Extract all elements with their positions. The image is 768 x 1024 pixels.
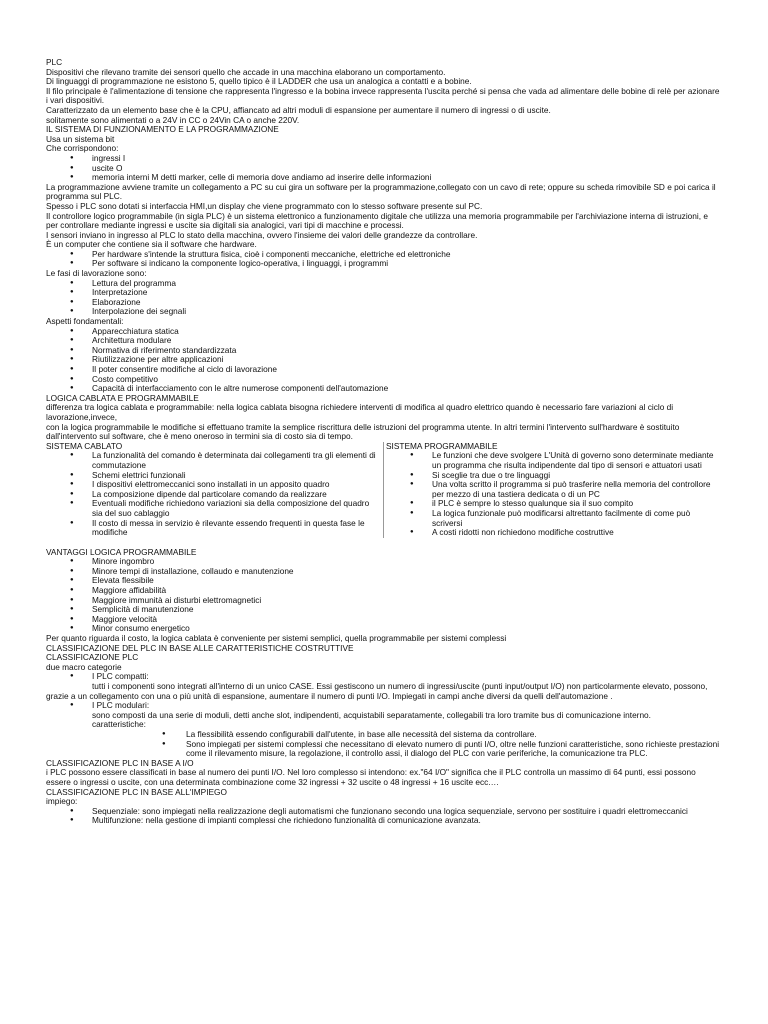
list-item: ● Una volta scritto il programma si può trasferire nella memoria del controllore per mezzo di una tastiera dedicata o di un PC bbox=[386, 480, 722, 499]
list-item: ● Sequenziale: sono impiegati nella realizzazione degli automatismi che funzionano secondo una logica sequenziale, servono per sostituire i quadri elettromeccanici bbox=[46, 807, 722, 817]
compact-plc-description bbox=[46, 682, 722, 701]
paragraph: impiego: bbox=[46, 796, 78, 807]
list-item: ● Il poter consentire modifiche al ciclo di lavorazione bbox=[46, 365, 722, 375]
list-item: ● Maggiore affidabilità bbox=[46, 586, 722, 596]
paragraph: È un computer che contiene sia il software che hardware. bbox=[46, 239, 257, 250]
hardware-software-list bbox=[46, 250, 722, 269]
section-heading: IL SISTEMA DI FUNZIONAMENTO E LA PROGRAMMAZIONE bbox=[46, 124, 279, 135]
aspects-heading: Aspetti fondamentali: bbox=[46, 316, 124, 327]
list-item: ● Riutilizzazione per altre applicazioni bbox=[46, 355, 722, 365]
list-item: ● Maggiore immunità ai disturbi elettromagnetici bbox=[46, 596, 722, 606]
modular-plc-text: sono composti da una serie di moduli, detti anche slot, indipendenti, acquistabili separatamente, collegabili tra loro tramite bus di comunicazione interno. bbox=[92, 709, 651, 720]
list-item: ● Per software si indicano la componente logico-operativa, i linguaggi, i programmi bbox=[46, 259, 722, 269]
list-item: ● La funzionalità del comando è determinata dai collegamenti tra gli elementi di commutazione bbox=[46, 451, 381, 470]
paragraph: solitamente sono alimentati o a 24V in CC o 24Vin CA o anche 220V. bbox=[46, 114, 300, 125]
phases-list bbox=[46, 279, 722, 317]
list-item: ● Costo competitivo bbox=[46, 375, 722, 385]
programmable-system-list bbox=[386, 451, 722, 537]
section-heading: CLASSIFICAZIONE PLC bbox=[46, 652, 139, 663]
usage-list bbox=[46, 807, 722, 826]
list-item: ● A costi ridotti non richiedono modifiche costruttive bbox=[386, 528, 722, 538]
paragraph: due macro categorie bbox=[46, 661, 122, 672]
list-item: ● Schemi elettrici funzionali bbox=[46, 471, 381, 481]
programmable-system-column bbox=[384, 442, 722, 538]
list-item: ● La composizione dipende dal particolare comando da realizzare bbox=[46, 490, 381, 500]
column-heading: SISTEMA PROGRAMMABILE bbox=[386, 440, 498, 451]
list-item: ● Interpretazione bbox=[46, 288, 722, 298]
programming-section bbox=[46, 183, 722, 250]
section-heading: CLASSIFICAZIONE PLC IN BASE ALL'IMPIEGO bbox=[46, 786, 227, 797]
column-heading: SISTEMA CABLATO bbox=[46, 440, 123, 451]
document-body bbox=[46, 58, 722, 826]
list-item: ● La logica funzionale può modificarsi altrettanto facilmente di come può scriversi bbox=[386, 509, 722, 528]
list-item: ● Le funzioni che deve svolgere L'Unità di governo sono determinate mediante un programma che risulta indipendente dal tipo di sensori e attuatori usati bbox=[386, 451, 722, 470]
logic-section bbox=[46, 394, 722, 442]
list-item: ● Lettura del programma bbox=[46, 279, 722, 289]
list-item: ● I dispositivi elettromeccanici sono installati in un apposito quadro bbox=[46, 480, 381, 490]
list-item: ● Minore ingombro bbox=[46, 557, 722, 567]
io-section bbox=[46, 759, 722, 807]
list-item: ● Architettura modulare bbox=[46, 336, 722, 346]
section-heading: LOGICA CABLATA E PROGRAMMABILE bbox=[46, 392, 199, 403]
list-item: ● Multifunzione: nella gestione di impianti complessi che richiedono funzionalità di comunicazione avanzata. bbox=[46, 816, 722, 826]
list-item: ● Interpolazione dei segnali bbox=[46, 307, 722, 317]
list-item: ● Apparecchiatura statica bbox=[46, 327, 722, 337]
list-item: ● I PLC compatti: bbox=[46, 672, 722, 682]
aspects-list bbox=[46, 327, 722, 394]
paragraph: Il controllore logico programmabile (in sigla PLC) è un sistema elettronico a funzionamento digitale che utilizza una memoria programmabile per l'archiviazione interna di istruzioni, e per controllare mediante ingressi e uscite sia digitali sia analogici, vari tipi di macchine e processi. bbox=[46, 210, 708, 231]
list-item: ● Minore tempi di installazione, collaudo e manutenzione bbox=[46, 567, 722, 577]
list-item: ● Normativa di riferimento standardizzata bbox=[46, 346, 722, 356]
paragraph: Il filo principale è l'alimentazione di tensione che rappresenta l'ingresso e la bobina invece rappresenta l'uscita perché si pensa che vada ad alimentare delle bobine di relè per azionare i vari dispositivi. bbox=[46, 85, 720, 106]
paragraph: con la logica programmabile le modifiche si effettuano tramite la semplice riscrittura delle istruzioni del programma utente. In altri termini l'intervento sull'hardware è sostituito dall'intervento sul software, che è meno oneroso in termini sia di costo sia di tempo. bbox=[46, 421, 680, 442]
list-item: ● Minor consumo energetico bbox=[46, 624, 722, 634]
paragraph: I sensori inviano in ingresso al PLC lo stato della macchina, ovvero l'insieme dei valori delle grandezze da controllare. bbox=[46, 229, 478, 240]
compact-plc-text: tutti i componenti sono integrati all'interno di un unico CASE. Essi gestiscono un numero di ingressi/uscite (punti input/output I/O) non particolarmente elevato, possono, grazie a un collegamento con una o più unità di espansione, aumentare il numero di punti I/O. Impiegati in campi anche diversi da quelli dell'automazione . bbox=[46, 681, 708, 701]
list-item: ● Si sceglie tra due o tre linguaggi bbox=[386, 471, 722, 481]
list-item: ● memoria interni M detti marker, celle di memoria dove andiamo ad inserire delle informazioni bbox=[46, 173, 722, 183]
list-item: ● il PLC è sempre lo stesso qualunque sia il suo compito bbox=[386, 499, 722, 509]
paragraph: differenza tra logica cablata e programmabile: nella logica cablata bisogna richiedere interventi di modifica al quadro elettrico quando è necessario fare variazioni al ciclo di lavorazione,invece, bbox=[46, 402, 674, 422]
paragraph: La programmazione avviene tramite un collegamento a PC su cui gira un software per la programmazione,collegato con un cavo di rete; oppure su scheda rimovibile SD e poi carica il programma sul PLC. bbox=[46, 181, 716, 202]
list-item: ● I PLC modulari: bbox=[46, 701, 722, 711]
comparison-table bbox=[46, 442, 722, 538]
list-item: ● Il costo di messa in servizio è rilevante essendo frequenti in questa fase le modifiche bbox=[46, 519, 381, 538]
modular-plc-list bbox=[46, 701, 722, 711]
advantages-list bbox=[46, 557, 722, 634]
compact-plc-list bbox=[46, 672, 722, 682]
section-heading: CLASSIFICAZIONE PLC IN BASE A I/O bbox=[46, 757, 194, 768]
wired-system-list bbox=[46, 451, 381, 537]
list-item: ● Per hardware s'intende la struttura fisica, cioè i componenti meccaniche, elettriche ed elettroniche bbox=[46, 250, 722, 260]
section-heading: CLASSIFICAZIONE DEL PLC IN BASE ALLE CARATTERISTICHE COSTRUTTIVE bbox=[46, 642, 354, 653]
intro-section bbox=[46, 58, 722, 154]
paragraph: Per quanto riguarda il costo, la logica cablata è conveniente per sistemi semplici, quella programmabile per sistemi complessi bbox=[46, 633, 507, 644]
list-item: ● ingressi I bbox=[46, 154, 722, 164]
paragraph: i PLC possono essere classificati in base al numero dei punti I/O. Nel loro complesso si intendono: ex."64 I/O" significa che il PLC controlla un massimo di 64 punti, essi possono essere o ingressi o uscite, con una determinata combinazione come 32 ingressi + 32 uscite o 48 ingressi + 16 uscite ecc.… bbox=[46, 767, 696, 787]
list-item: ● uscite O bbox=[46, 164, 722, 174]
list-item: ● Elevata flessibile bbox=[46, 576, 722, 586]
list-item: ● Eventuali modifiche richiedono variazioni sia della composizione del quadro sia del suo cablaggio bbox=[46, 499, 381, 518]
characteristics-label: caratteristiche: bbox=[92, 719, 146, 730]
list-item: ● Elaborazione bbox=[46, 298, 722, 308]
wired-system-column bbox=[46, 442, 384, 538]
paragraph: Caratterizzato da un elemento base che è la CPU, affiancato ad altri moduli di espansione per aumentare il numero di ingressi o di uscite. bbox=[46, 104, 551, 115]
list-item: ● Capacità di interfacciamento con le altre numerose componenti dell'automazione bbox=[46, 384, 722, 394]
phases-heading: Le fasi di lavorazione sono: bbox=[46, 268, 147, 279]
paragraph: Spesso i PLC sono dotati si interfaccia HMI,un display che viene programmato con lo stesso software presente sul PC. bbox=[46, 200, 483, 211]
list-item: ● La flessibilità essendo configurabili dall'utente, in base alle necessità del sistema da controllare. bbox=[46, 730, 722, 740]
paragraph: Dispositivi che rilevano tramite dei sensori quello che accade in una macchina elaborano un comportamento. bbox=[46, 66, 446, 77]
characteristics-list bbox=[46, 730, 722, 759]
doc-title: PLC bbox=[46, 57, 63, 67]
paragraph: Di linguaggi di programmazione ne esistono 5, quello tipico è il LADDER che usa un analogica a contatti e a bobine. bbox=[46, 76, 472, 87]
paragraph: Usa un sistema bit bbox=[46, 133, 115, 144]
classification-section bbox=[46, 634, 722, 672]
section-heading: VANTAGGI LOGICA PROGRAMMABILE bbox=[46, 546, 197, 557]
bits-list bbox=[46, 154, 722, 183]
list-item: ● Maggiore velocità bbox=[46, 615, 722, 625]
list-item: ● Sono impiegati per sistemi complessi che necessitano di elevato numero di punti I/O, oltre nelle funzioni caratteristiche, sono richieste prestazioni come il rilevamento misure, la regolazione, il controllo assi, il dialogo del PLC con varie periferiche, la comunicazione tra PLC. bbox=[46, 740, 722, 759]
paragraph: Che corrispondono: bbox=[46, 143, 119, 154]
modular-plc-description bbox=[46, 711, 722, 721]
list-item: ● Semplicità di manutenzione bbox=[46, 605, 722, 615]
